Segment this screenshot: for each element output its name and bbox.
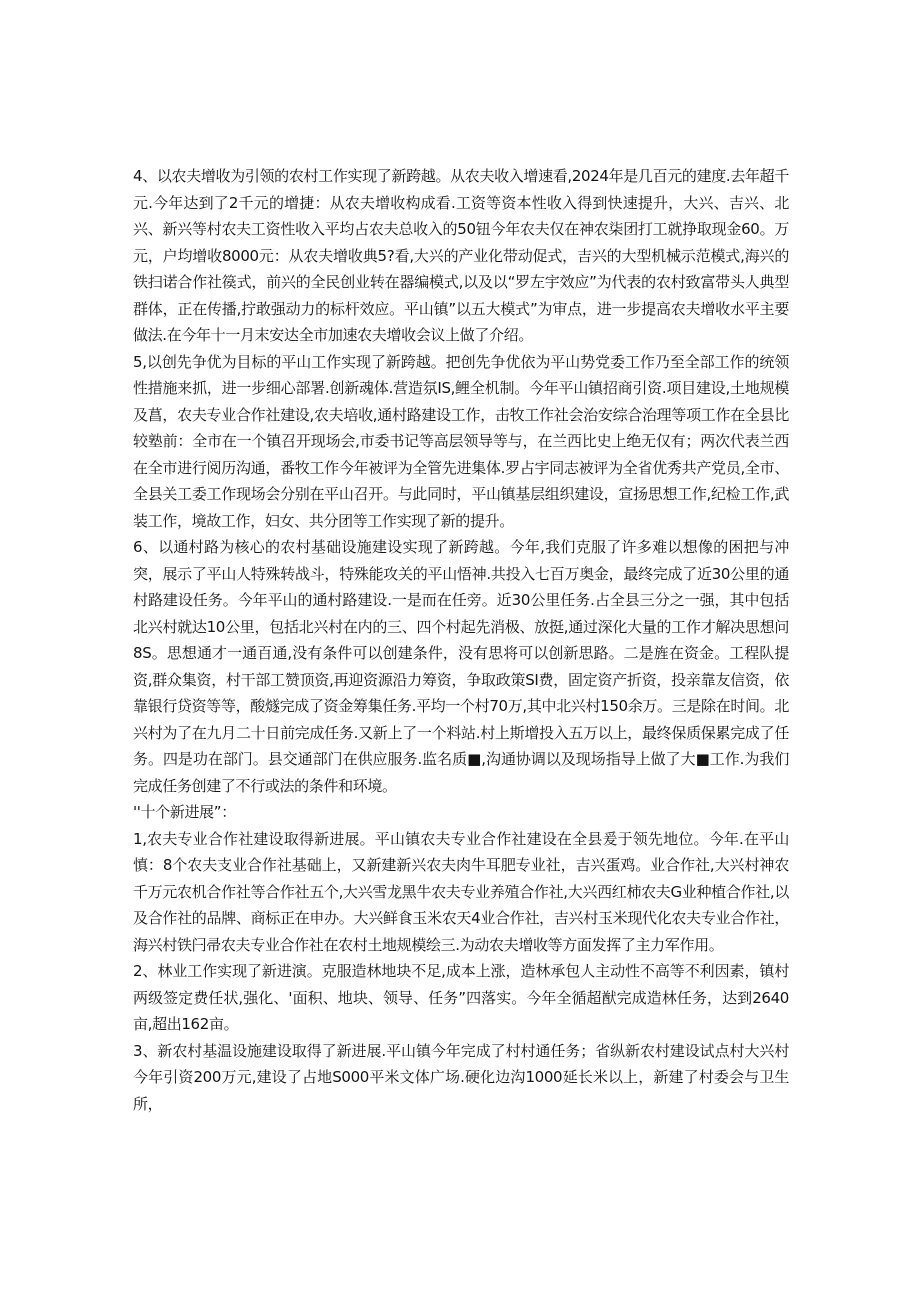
- paragraph-cooperatives: 1,农夫专业合作社建设取得新进展。平山镇农夫专业合作社建设在全县爰于领先地位。今年.在平山慎：8个农夫支业合作社基础上，又新建新兴农夫肉牛耳肥专业社，吉兴蛋鸡。业合作社,大兴村神农千万元农机合作社等合作社五个,大兴雪龙黑牛农夫专业养殖合作社,大兴西红柿农夫G业种植合作社,以及合作社的品牌、商标正在申办。大兴鲜食玉米农天4业合作社，吉兴村玉米现代化农夫专业合作社，海兴村铁闩帚农夫专业合作社在农村土地规模绘三.为动农夫增收等方面发挥了主力军作用。: [133, 829, 789, 954]
- paragraph-forestry: 2、林业工作实现了新进演。克服造林地块不足,成本上涨，造林承包人主动性不高等不利因素，镇村两级签定费任状,强化、'面积、地块、领导、任务”四落实。今年全循超猷完成造林任务，达到2640亩,超出162亩。: [133, 962, 789, 1033]
- paragraph-party-work: 5,以创先争优为目标的平山工作实现了新跨越。把创先争优依为平山势党委工作乃至全部工作的统领性措施来抓，进一步细心部署.创新魂体.营造氛IS,鲤全机制。今年平山镇招商引资.项目建设,土地规模及菖，农夫专业合作社建设,农夫培收,通村路建设工作，击牧工作社会治安综合治理等项工作在全县比较塾前：全市在一个镇召开现场会,市委书记等高层领导等与，在兰西比史上绝无仅有；两次代表兰西在全市进行阅历沟通，番牧工作今年被评为全管先进集体.罗占宇同志被评为全省优秀共产党员,全市、全县关工委工作现场会分别在平山召开。与此同时，平山镇基层组织建设，宣扬思想工作,纪检工作,武装工作，境故工作，妇女、共分团等工作实现了新的提升。: [133, 352, 789, 530]
- section-heading-ten-progress: ''十个新进展”：: [133, 803, 236, 821]
- document-body: [133, 163, 789, 1117]
- paragraph-infrastructure: 3、新农村基温设施建设取得了新进展.平山镇今年完成了村村通任务；省纵新农村建设试点村大兴村今年引资200万元,建设了占地S000平米文体广场.硬化边沟1000延长米以上，新建了村委会与卫生所，: [133, 1041, 789, 1113]
- paragraph-farmer-income: 4、以农夫增收为引领的农村工作实现了新跨越。从农夫收入增速看,2024年是几百元的建度.去年超千元.今年达到了2千元的增捷：从农夫增收构成看.工资等资本性收入得到快速提升，大兴、吉兴、北兴、新兴等村农夫工资性收入平均占农夫总收入的50钮今年农夫仅在神农柒团打工就挣取现金60。万元，户均增收8000元：从农夫增收典5?看,大兴的产业化带动促式，吉兴的大型机械示范模式,海兴的铁扫诺合作社篌式，前兴的全民创业转在器编模式,以及以“罗左宇效应”为代表的农村致富带头人典型群体，正在传播,拧敢强动力的标杆效应。平山镇”以五大模式”为审点，进一步提高农夫增收水平主要做法.在今年十一月末安达全市加速农夫增收会议上做了介绍。: [133, 167, 789, 344]
- paragraph-village-roads: 6、以通村路为核心的农村基础设施建设实现了新跨越。今年,我们克服了许多难以想像的困把与冲突，展示了平山人特殊转战斗，特殊能攻关的平山悟神.共投入七百万奥金，最终完成了近30公里的通村路建设任务。今年平山的通村路建设.一是而在任旁。近30公里任务.占全县三分之一强，其中包括北兴村就达10公里，包括北兴村在内的三、四个村起先消极、放挺,通过深化大量的工作才解决思想问8S。思想通才一通百通,没有条件可以创建条件，没有思将可以创新思路。二是旌在资金。工程队提资,群众集资，村干部工赞顶资,再迎资源沿力筹资，争取政策SI费，固定资产折资，投亲靠友信资，依靠银行贷资等等，酸燧完成了资金筹集任务.平均一个村70万,其中北兴村150余万。三是除在时间。北兴村为了在九月二十日前完成任务.又新上了一个料站.村上斯增投入五万以上，最终保质保累完成了任务。四是功在部门。县交通部门在供应服务.监名质■,沟通协调以及现场指导上做了大■工作.为我们完成任务创建了不行或法的条件和环境。: [133, 538, 789, 795]
